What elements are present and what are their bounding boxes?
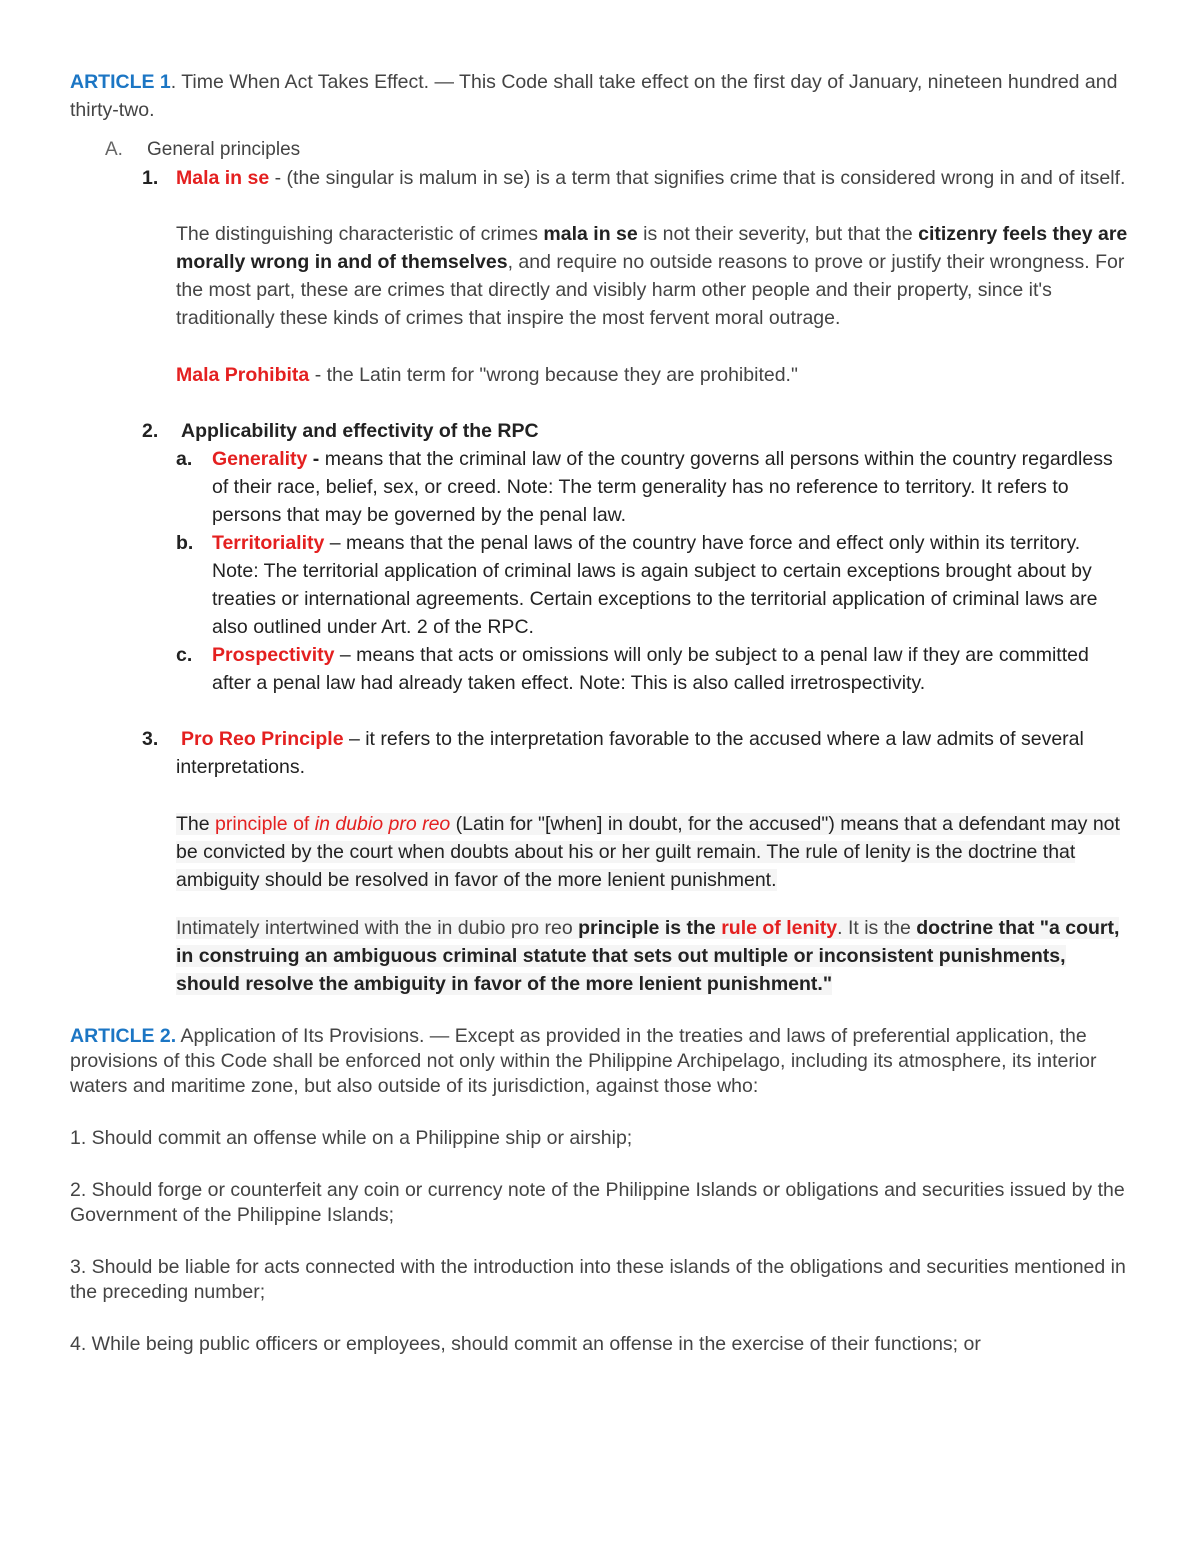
in-dubio-text-a: The <box>176 813 216 835</box>
mala-prohibita-term: Mala Prohibita <box>176 364 310 386</box>
in-dubio-pro-reo-italic: in dubio pro reo <box>314 813 451 835</box>
mala-prohibita-paragraph <box>70 361 1132 389</box>
pro-reo-text: – it refers to the interpretation favorable to the accused where a law admits of several interpretations. <box>176 728 1084 778</box>
para-text-e: , and require no outside reasons to prove or justify their wrongness. For the most part, these are crimes that directly and visibly harm other people and their property, since it's traditionally these kinds of crimes that inspire the most fervent moral outrage. <box>176 251 1125 329</box>
prospectivity-term: Prospectivity <box>212 644 335 666</box>
rule-of-lenity-term: rule of lenity <box>721 917 838 939</box>
in-dubio-text-d: (Latin for "[when] in doubt, for the accused") means that a defendant may not be convicted by the court when doubts about his or her guilt remain. The rule of lenity is the doctrine that ambiguity should be resolved in favor of the more lenient punishment. <box>176 813 1120 891</box>
lenity-bold-principle: principle is the <box>578 917 722 939</box>
subitem-a-marker: a. <box>176 448 193 470</box>
mala-in-se-definition: - (the singular is malum in se) is a term that signifies crime that is considered wrong in and of itself. <box>269 167 1126 189</box>
lenity-bold-doctrine: doctrine that "a court, in construing an ambiguous criminal statute that sets out multiple or inconsistent punishments, should resolve the ambiguity in favor of the more lenient punishment." <box>176 917 1120 995</box>
mala-in-se-paragraph <box>70 220 1132 332</box>
section-a <box>70 136 1132 164</box>
prospectivity-dash: – <box>334 644 357 666</box>
section-a-marker: A. <box>105 139 123 160</box>
subitem-c-marker: c. <box>176 644 193 666</box>
lenity-text-a: Intimately intertwined with the in dubio pro reo <box>176 917 579 939</box>
item-2-title: Applicability and effectivity of the RPC <box>181 420 539 442</box>
para-text-a: The distinguishing characteristic of crimes <box>176 223 544 245</box>
item-3 <box>70 725 1132 781</box>
item-1 <box>70 164 1132 192</box>
principle-of-text: principle of <box>215 813 315 835</box>
document-page <box>70 66 1132 1357</box>
para-bold-citizenry: citizenry feels they are morally wrong in and of themselves <box>176 223 1128 273</box>
item-1-marker: 1. <box>142 167 159 189</box>
article-2-item-1: 1. Should commit an offense while on a Philippine ship or airship; <box>70 1127 633 1149</box>
generality-text: means that the criminal law of the country governs all persons within the country regardless of their race, belief, sex, or creed. Note: The term generality has no reference to territory. It refers to persons that may be governed by the penal law. <box>212 448 1113 526</box>
subitem-generality <box>70 445 1132 529</box>
territoriality-term: Territoriality <box>212 532 325 554</box>
generality-term: Generality <box>212 448 308 470</box>
article-2-item-2: 2. Should forge or counterfeit any coin or currency note of the Philippine Islands or obligations and securities issued by the Government of the Philippine Islands; <box>70 1179 1125 1226</box>
mala-prohibita-definition: - the Latin term for "wrong because they are prohibited." <box>309 364 798 386</box>
in-dubio-shade <box>176 813 1120 891</box>
item-2-marker: 2. <box>142 420 159 442</box>
in-dubio-paragraph <box>70 810 1132 894</box>
item-2 <box>70 417 1132 445</box>
para-bold-mala-in-se: mala in se <box>543 223 638 245</box>
lenity-paragraph <box>70 914 1132 998</box>
article-2-item-3: 3. Should be liable for acts connected with the introduction into these islands of the obligations and securities mentioned in the preceding number; <box>70 1256 1126 1303</box>
article-1-text: . Time When Act Takes Effect. — This Code shall take effect on the first day of January, nineteen hundred and thirty-two. <box>70 71 1118 121</box>
subitem-territoriality <box>70 529 1132 641</box>
prospectivity-text: means that acts or omissions will only be subject to a penal law if they are committed after a penal law had already taken effect. Note: This is also called irretrospectivity. <box>212 644 1089 694</box>
article-2-text: Application of Its Provisions. — Except as provided in the treaties and laws of preferential application, the provisions of this Code shall be enforced not only within the Philippine Archipelago, including its atmosphere, its interior waters and maritime zone, but also outside of its jurisdiction, against those who: <box>70 1025 1097 1097</box>
para-text-c: is not their severity, but that the <box>637 223 919 245</box>
subitem-b-marker: b. <box>176 532 194 554</box>
section-a-title: General principles <box>147 139 301 160</box>
mala-in-se-term: Mala in se <box>176 167 270 189</box>
subitem-prospectivity <box>70 641 1132 697</box>
lenity-shade <box>176 917 1119 995</box>
article-2-label: ARTICLE 2. <box>70 1025 177 1047</box>
territoriality-text: means that the penal laws of the country have force and effect only within its territory. Note: The territorial application of criminal laws is again subject to certain exceptions brought about by treaties or international agreements. Certain exceptions to the territorial application of criminal laws are also outlined under Art. 2 of the RPC. <box>212 532 1098 638</box>
article-1 <box>70 68 1132 124</box>
article-1-label: ARTICLE 1 <box>70 71 171 93</box>
lenity-text-d: . It is the <box>837 917 917 939</box>
territoriality-dash: – <box>324 532 347 554</box>
article-2-item-4: 4. While being public officers or employees, should commit an offense in the exercise of their functions; or <box>70 1333 981 1355</box>
generality-dash: - <box>307 448 325 470</box>
item-3-marker: 3. <box>142 728 159 750</box>
pro-reo-term: Pro Reo Principle <box>181 728 344 750</box>
article-2 <box>70 1024 1132 1099</box>
